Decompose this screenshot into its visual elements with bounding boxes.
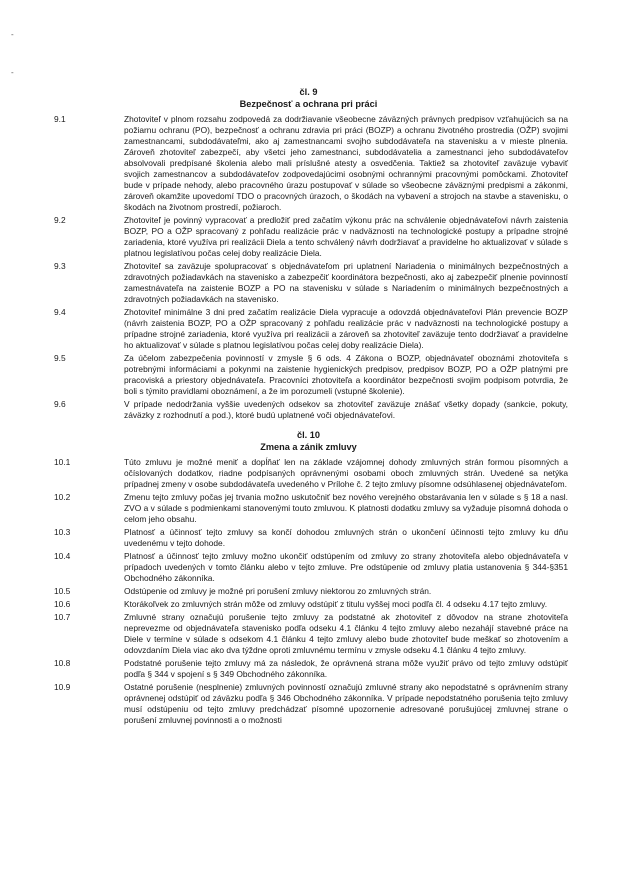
clause-10-3 bbox=[0, 527, 617, 549]
clause-number: 9.2 bbox=[54, 215, 66, 225]
section-10-title: Zmena a zánik zmluvy bbox=[260, 442, 357, 452]
clause-text: Zhotoviteľ v plnom rozsahu zodpovedá za dodržiavanie všeobecne záväzných právnych predpisov vzťahujúcich sa na požiarnu ochranu (PO), bezpečnosť a ochranu zdravia pri práci (BOZP) a ochranu životného prostredia (OŽP) svojimi zamestnancami, subdodávateľmi, ako aj zamestnancami svojho subdodávateľa na stavenisku a v mieste plnenia. Zároveň zhotoviteľ zabezpečí, aby všetci jeho zamestnanci, subdodávatelia a zamestnanci jeho subdodávateľov absolvovali predpísané školenia alebo mali príslušné atesty a osvedčenia. Taktiež sa zhotoviteľ zaväzuje vybaviť svojich zamestnancov a subdodávateľov zodpovedajúcimi osobnými ochrannými pracovnými pomôckami. Zhotoviteľ bude v prípade nehody, alebo pracovného úrazu postupovať v súlade so všeobecne záväznými predpismi a zákonmi, zároveň okamžite upovedomí TDO o pracovných úrazoch, o škodách na vybavení a strojoch na stavbe a stavenisku, o škodách na životnom prostredí, požiaroch. bbox=[124, 114, 568, 212]
margin-mark: - bbox=[11, 30, 14, 39]
clause-text: Túto zmluvu je možné meniť a dopĺňať len na základe vzájomnej dohody zmluvných strán formou písomných a očíslovaných dodatkov, riadne podpísaných oprávnenými osobami oboch zmluvných strán. Uvedené sa netýka prípadnej zmeny v osobe subdodávateľa uvedeného v Prílohe č. 2 tejto zmluvy písomne odsúhlasenej objednávateľom. bbox=[124, 457, 568, 489]
clause-10-6 bbox=[0, 599, 617, 610]
clause-text: Odstúpenie od zmluvy je možné pri porušení zmluvy niektorou zo zmluvných strán. bbox=[124, 586, 432, 596]
clause-9-3 bbox=[0, 261, 617, 305]
clause-number: 10.8 bbox=[54, 658, 71, 668]
clause-number: 10.4 bbox=[54, 551, 71, 561]
clause-text: Zhotoviteľ sa zaväzuje spolupracovať s objednávateľom pri uplatnení Nariadenia o minimálnych bezpečnostných a zdravotných požiadavkách na stavenisko a zabezpečiť koordinátora bezpečnosti, ako aj zabezpečiť plnenie povinností zamestnávateľa na zaistenie BOZP a PO na stavenisku v súlade s Nariadením o minimálnych bezpečnostných a zdravotných požiadavkách na stavenisko. bbox=[124, 261, 568, 304]
document-page bbox=[0, 86, 617, 728]
clause-10-2 bbox=[0, 492, 617, 525]
clause-10-1 bbox=[0, 457, 617, 490]
clause-9-4 bbox=[0, 307, 617, 351]
clause-text: Platnosť a účinnosť tejto zmluvy možno ukončiť odstúpením od zmluvy zo strany zhotoviteľa alebo objednávateľa v prípadoch uvedených v tomto článku alebo v tejto zmluve. Pre odstúpenie od zmluvy platia ustanovenia § 344-§351 Obchodného zákonníka. bbox=[124, 551, 568, 583]
clause-number: 9.6 bbox=[54, 399, 66, 409]
clause-number: 9.3 bbox=[54, 261, 66, 271]
clause-text: Platnosť a účinnosť tejto zmluvy sa končí dohodou zmluvných strán o ukončení účinnosti tejto zmluvy ku dňu uvedenému v tejto dohode. bbox=[124, 527, 568, 548]
clause-text: Ostatné porušenie (nesplnenie) zmluvných povinností označujú zmluvné strany ako nepodstatné s oprávnením strany oprávnenej odstúpiť od záväzku podľa § 346 Obchodného zákonníka. V prípade nepodstatného porušenia tejto zmluvy musí odstúpeniu od tejto zmluvy predchádzať písomné upozornenie adresované porušujúcej zmluvnej strane o porušení zmluvnej povinnosti a o možnosti bbox=[124, 682, 568, 725]
clause-text: Zmluvné strany označujú porušenie tejto zmluvy za podstatné ak zhotoviteľ z dôvodov na strane zhotoviteľa neprevezme od objednávateľa stavenisko podľa odseku 4.1 článku 4 tejto zmluvy alebo nezahájí stavebné práce na Diele v termíne v súlade s odsekom 4.1 článku 4 tejto zmluvy alebo bude zhotoviteľ bude meškať so zhotovením a odovzdaním Diela viac ako dva týždne oproti zmluvnému termínu v zmysle odseku 4.1 článku 4 tejto zmluvy. bbox=[124, 612, 568, 655]
clause-number: 10.9 bbox=[54, 682, 71, 692]
section-9-title: Bezpečnosť a ochrana pri práci bbox=[239, 99, 378, 109]
clause-number: 10.5 bbox=[54, 586, 71, 596]
clause-9-6 bbox=[0, 399, 617, 421]
clause-number: 10.6 bbox=[54, 599, 71, 609]
clause-9-2 bbox=[0, 215, 617, 259]
clause-number: 10.2 bbox=[54, 492, 71, 502]
clause-number: 10.7 bbox=[54, 612, 71, 622]
clause-text: Za účelom zabezpečenia povinností v zmysle § 6 ods. 4 Zákona o BOZP, objednávateľ oboznámi zhotoviteľa s potrebnými informáciami a pokynmi na zaistenie hygienických predpisov, predpisov BOZP, PO a OŽP platnými pre pracoviská a priestory objednávateľa. Pracovníci zhotoviteľa a koordinátor bezpečnosti svojim podpisom potvrdia, že boli s týmito pravidlami oboznámení, a že im porozumeli (vstupné školenie). bbox=[124, 353, 568, 396]
clause-number: 9.4 bbox=[54, 307, 66, 317]
clause-number: 9.1 bbox=[54, 114, 66, 124]
clause-number: 10.1 bbox=[54, 457, 71, 467]
clause-10-7 bbox=[0, 612, 617, 656]
margin-mark: - bbox=[11, 68, 14, 77]
section-9-number: čl. 9 bbox=[299, 87, 318, 97]
clause-number: 9.5 bbox=[54, 353, 66, 363]
clause-text: Zhotoviteľ je povinný vypracovať a predložiť pred začatím výkonu prác na schválenie objednávateľovi návrh zaistenia BOZP, PO a OŽP spracovaný z pohľadu realizácie prác v nadväznosti na technologické postupy a prípadne strojné zariadenia, ktoré využíva pri realizácii Diela a tento schválený návrh dodržiavať a pravidelne ho aktualizovať v súlade s platnou legislatívou počas celej doby realizácie Diela. bbox=[124, 215, 568, 258]
clause-text: Zmenu tejto zmluvy počas jej trvania možno uskutočniť bez nového verejného obstarávania len v súlade s § 18 a nasl. ZVO a v súlade s podmienkami stanovenými touto zmluvou. K platnosti dodatku zmluvy sa vyžaduje písomná dohoda o celom jeho obsahu. bbox=[124, 492, 568, 524]
section-10-number: čl. 10 bbox=[297, 430, 320, 440]
clause-10-9 bbox=[0, 682, 617, 726]
clause-9-1 bbox=[0, 114, 617, 213]
clause-9-5 bbox=[0, 353, 617, 397]
clause-text: Ktorákoľvek zo zmluvných strán môže od zmluvy odstúpiť z titulu vyššej moci podľa čl. 4 odseku 4.17 tejto zmluvy. bbox=[124, 599, 548, 609]
clause-number: 10.3 bbox=[54, 527, 71, 537]
clause-10-8 bbox=[0, 658, 617, 680]
clause-text: Zhotoviteľ minimálne 3 dni pred začatím realizácie Diela vypracuje a odovzdá objednávateľovi Plán prevencie BOZP (návrh zaistenia BOZP, PO a OŽP spracovaný z pohľadu realizácie prác v nadväznosti na technologické postupy a prípadne strojné zariadenia, ktoré využíva pri realizácii a zároveň sa zhotoviteľ zaväzuje tento dodržiavať a pravidelne ho aktualizovať v súlade s platnou legislatívou počas celej doby realizácie Diela). bbox=[124, 307, 568, 350]
clause-text: Podstatné porušenie tejto zmluvy má za následok, že oprávnená strana môže využiť právo od tejto zmluvy odstúpiť podľa § 344 v spojení s § 349 Obchodného zákonníka. bbox=[124, 658, 568, 679]
clause-text: V prípade nedodržania vyššie uvedených odsekov sa zhotoviteľ zaväzuje znášať všetky dopady (sankcie, pokuty, záväzky z rozhodnutí a pod.), ktoré budú uplatnené voči objednávateľovi. bbox=[124, 399, 568, 420]
clause-10-4 bbox=[0, 551, 617, 584]
clause-10-5 bbox=[0, 586, 617, 597]
